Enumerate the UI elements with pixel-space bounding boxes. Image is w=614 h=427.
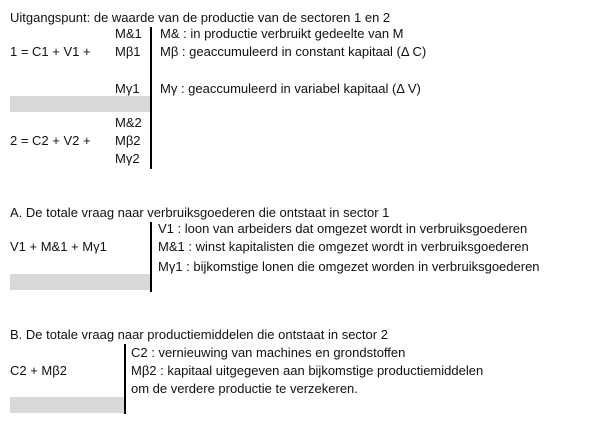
divider-line xyxy=(150,222,152,292)
eq1-term: Mβ1 xyxy=(115,44,141,59)
section-a-desc: Mγ1 : bijkomstige lonen die omgezet worden in verbruiksgoederen xyxy=(158,259,540,274)
eq1-desc: M& : in productie verbruikt gedeelte van M xyxy=(160,26,404,41)
eq1-desc: Mγ : geaccumuleerd in variabel kapitaal (Δ V) xyxy=(160,81,421,96)
section-a-desc: V1 : loon van arbeiders dat omgezet wordt in verbruiksgoederen xyxy=(158,221,528,236)
divider-line xyxy=(150,27,152,169)
eq1-term: M&1 xyxy=(115,26,142,41)
header-text: Uitgangspunt: de waarde van de productie van de sectoren 1 en 2 xyxy=(10,10,391,25)
gray-bar xyxy=(10,274,150,290)
section-b-title: B. De totale vraag naar productiemiddelen die ontstaat in sector 2 xyxy=(10,327,388,342)
eq1-term: Mγ1 xyxy=(115,81,140,96)
section-b-desc: Mβ2 : kapitaal uitgegeven aan bijkomstige productiemiddelen xyxy=(131,363,484,378)
eq1-lhs: 1 = C1 + V1 + xyxy=(10,44,91,59)
section-b-formula: C2 + Mβ2 xyxy=(10,363,67,378)
eq1-desc: Mβ : geaccumuleerd in constant kapitaal (Δ C) xyxy=(160,44,427,59)
eq2-term: Mγ2 xyxy=(115,151,140,166)
section-b-desc: C2 : vernieuwing van machines en grondstoffen xyxy=(131,345,406,360)
eq2-term: M&2 xyxy=(115,115,142,130)
section-b-desc: om de verdere productie te verzekeren. xyxy=(131,381,358,396)
divider-line xyxy=(124,344,126,414)
gray-bar xyxy=(10,397,124,413)
gray-bar xyxy=(10,96,150,112)
section-a-title: A. De totale vraag naar verbruiksgoederen die ontstaat in sector 1 xyxy=(10,205,390,220)
section-a-formula: V1 + M&1 + Mγ1 xyxy=(10,239,107,254)
section-a-desc: M&1 : winst kapitalisten die omgezet wordt in verbruiksgoederen xyxy=(158,239,529,254)
eq2-lhs: 2 = C2 + V2 + xyxy=(10,133,91,148)
eq2-term: Mβ2 xyxy=(115,133,141,148)
